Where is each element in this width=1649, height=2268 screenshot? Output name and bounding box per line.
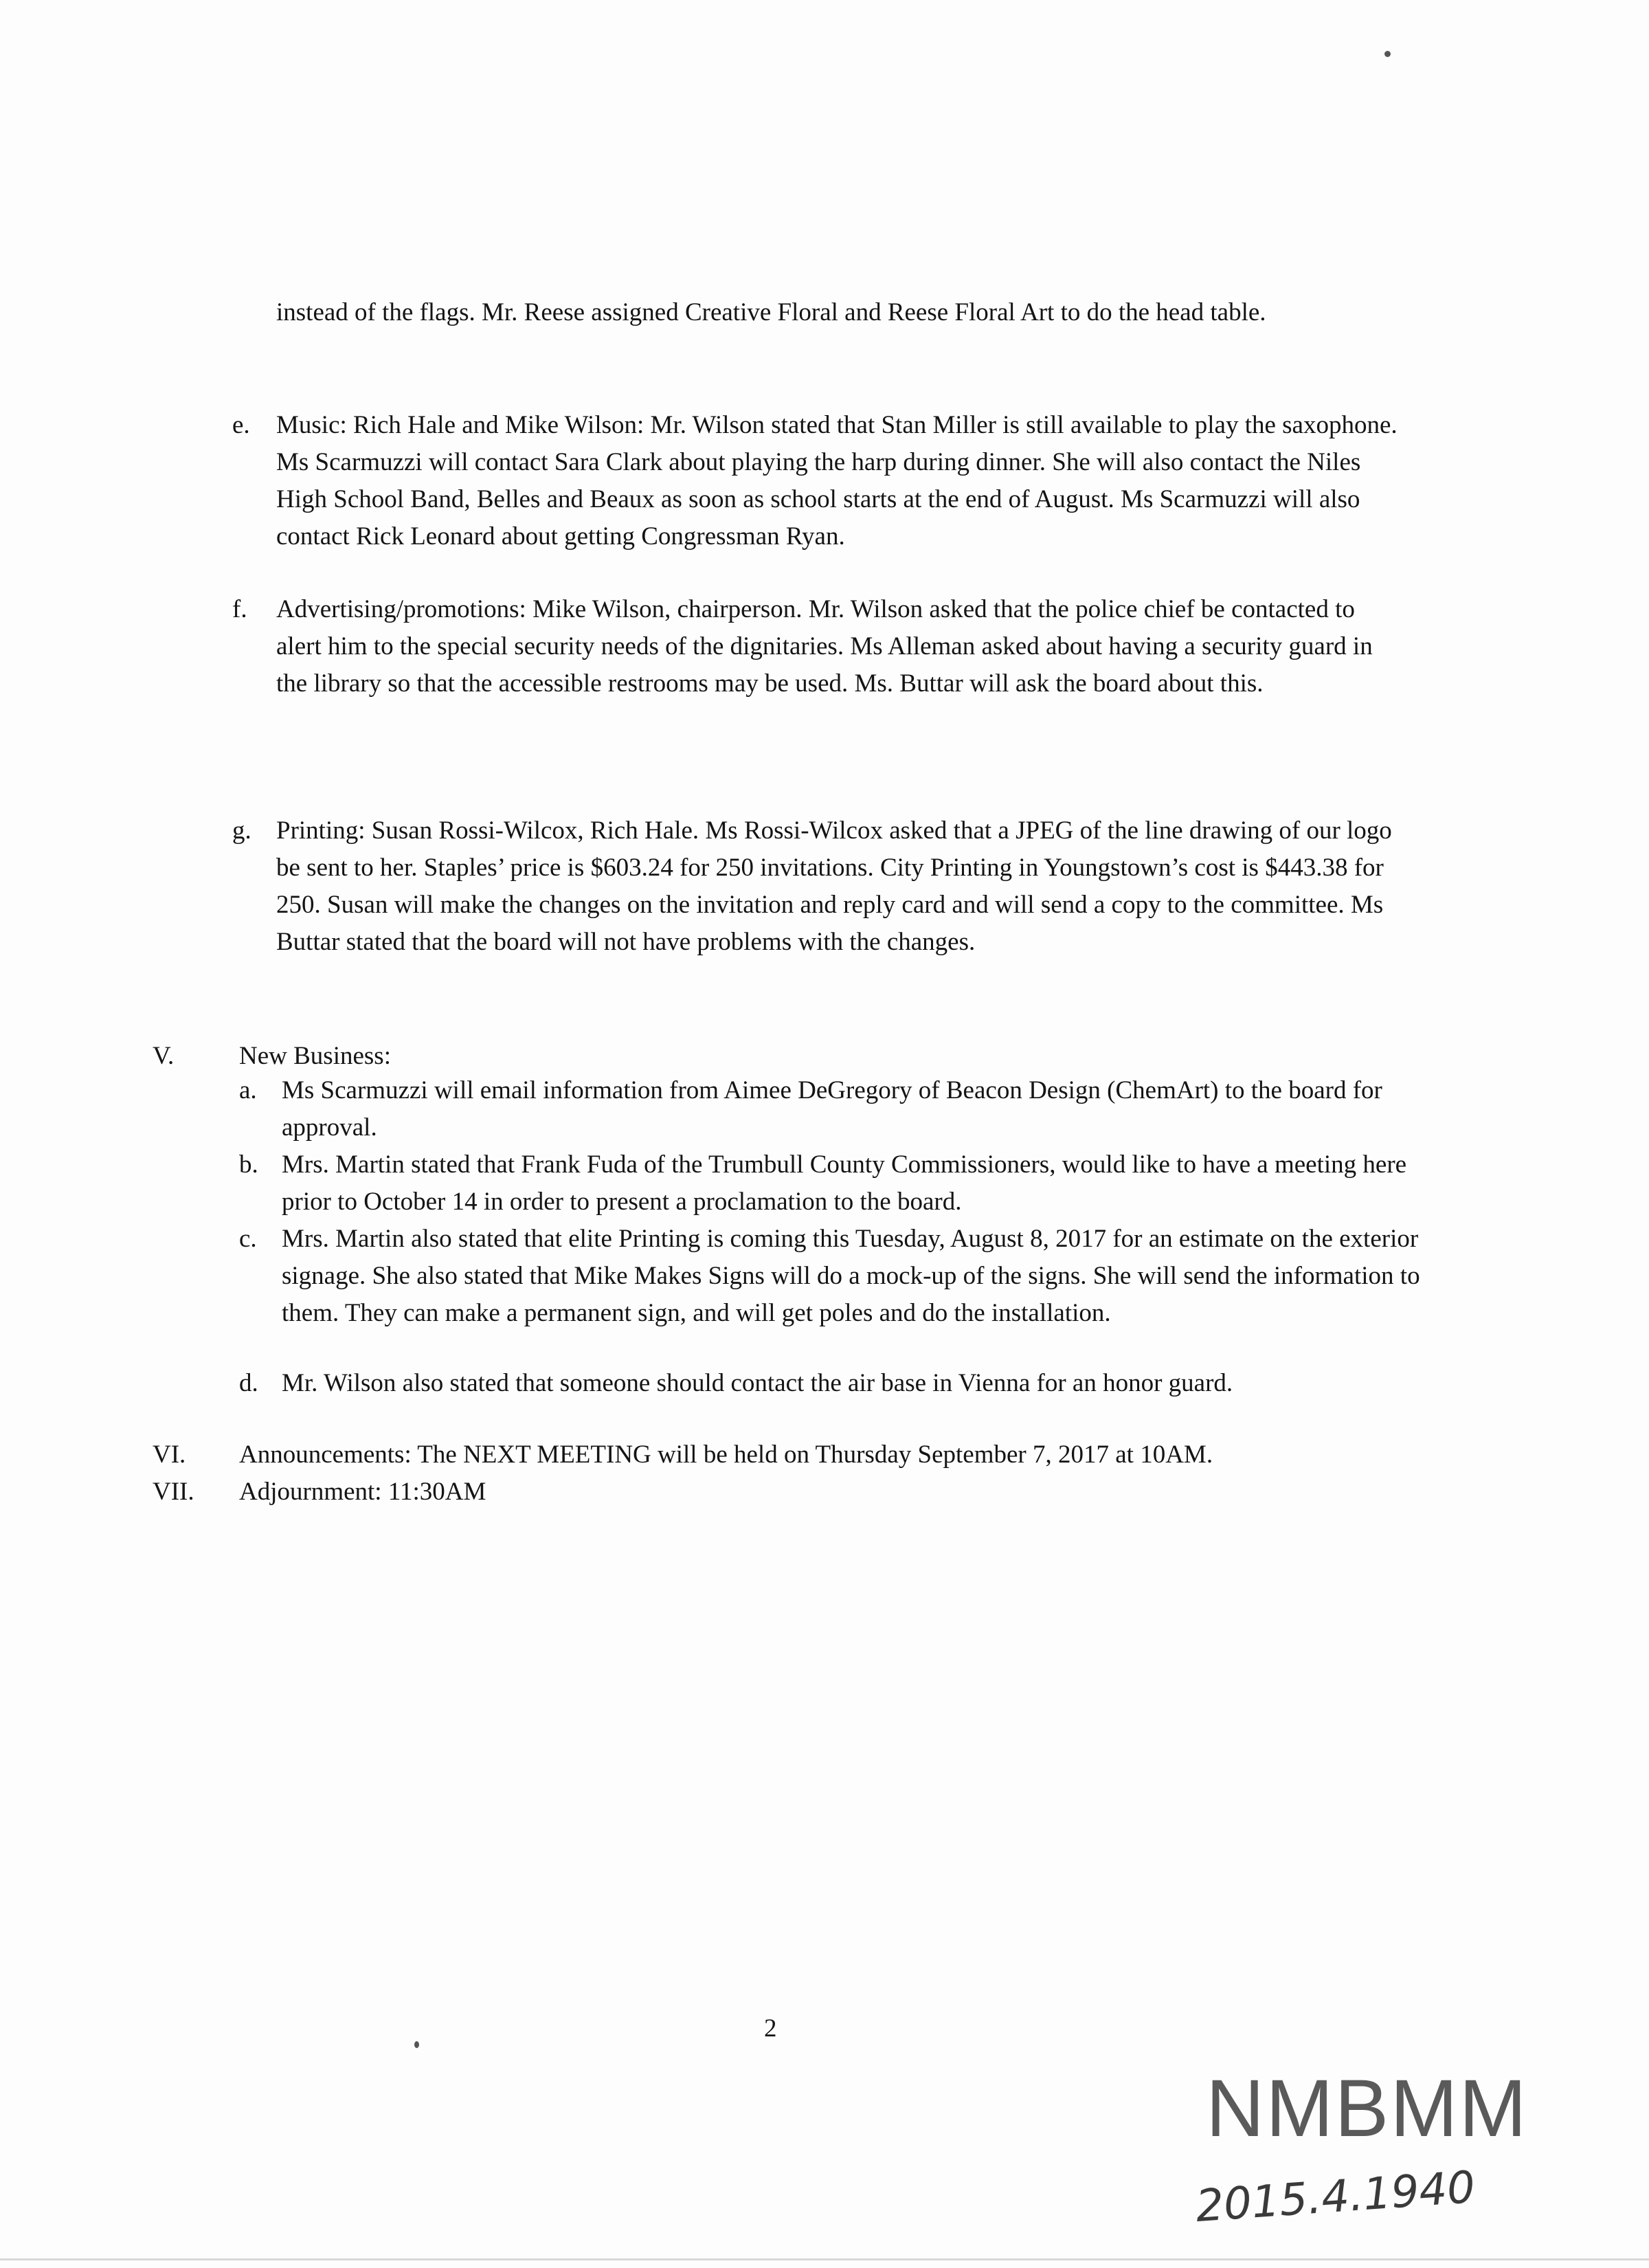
scan-speck: [414, 2041, 419, 2048]
scan-speck: [1384, 51, 1391, 57]
museum-stamp: NMBMM: [1206, 2063, 1528, 2154]
item-f-advertising: Advertising/promotions: Mike Wilson, chairperson. Mr. Wilson asked that the police chief be contacted to alert him to the special security needs of the dignitaries. Ms Alleman asked about having a security guard in the library so that the accessible restrooms may be used. Ms. Buttar will ask the board about this.: [276, 595, 1373, 698]
section-v-heading: New Business:: [239, 1042, 391, 1070]
adjournment: Adjournment: 11:30AM: [239, 1478, 486, 1506]
item-e-music: Music: Rich Hale and Mike Wilson: Mr. Wilson stated that Stan Miller is still available to play the saxophone. Ms Scarmuzzi will contact Sara Clark about playing the harp during dinner. She will also contact the Niles High School Band, Belles and Beaux as soon as school starts at the end of August. Ms Scarmuzzi will also contact Rick Leonard about getting Congressman Ryan.: [276, 411, 1398, 551]
nb-item-b-marker: b.: [239, 1150, 258, 1179]
nb-item-d-marker: d.: [239, 1369, 258, 1397]
section-vi-numeral: VI.: [153, 1441, 186, 1469]
nb-item-c-marker: c.: [239, 1225, 257, 1253]
item-f-marker: f.: [232, 595, 247, 623]
nb-item-b: Mrs. Martin stated that Frank Fuda of the Trumbull County Commissioners, would like to have a meeting here prior to October 14 in order to present a proclamation to the board.: [282, 1150, 1407, 1216]
nb-item-d: Mr. Wilson also stated that someone should contact the air base in Vienna for an honor guard.: [282, 1369, 1233, 1397]
item-e-marker: e.: [232, 411, 250, 439]
page-number: 2: [764, 2014, 777, 2043]
accession-number: 2015.4.1940: [1193, 2161, 1477, 2233]
section-vii-numeral: VII.: [153, 1478, 194, 1506]
section-v-numeral: V.: [153, 1042, 175, 1070]
nb-item-c: Mrs. Martin also stated that elite Printing is coming this Tuesday, August 8, 2017 for an estimate on the exterior signage. She also stated that Mike Makes Signs will do a mock-up of the signs. She will send the information to them. They can make a permanent sign, and will get poles and do the installation.: [282, 1225, 1420, 1327]
item-g-printing: Printing: Susan Rossi-Wilcox, Rich Hale. Ms Rossi-Wilcox asked that a JPEG of the line drawing of our logo be sent to her. Staples’ price is $603.24 for 250 invitations. City Printing in Youngstown’s cost is $443.38 for 250. Susan will make the changes on the invitation and reply card and will send a copy to the committee. Ms Buttar stated that the board will not have problems with the changes.: [276, 816, 1392, 956]
item-g-marker: g.: [232, 816, 251, 845]
continuation-paragraph: instead of the flags. Mr. Reese assigned Creative Floral and Reese Floral Art to do the head table.: [276, 298, 1266, 326]
nb-item-a: Ms Scarmuzzi will email information from Aimee DeGregory of Beacon Design (ChemArt) to the board for approval.: [282, 1076, 1382, 1142]
nb-item-a-marker: a.: [239, 1076, 257, 1104]
announcements: Announcements: The NEXT MEETING will be held on Thursday September 7, 2017 at 10AM.: [239, 1441, 1213, 1469]
scan-edge: [0, 2258, 1649, 2260]
